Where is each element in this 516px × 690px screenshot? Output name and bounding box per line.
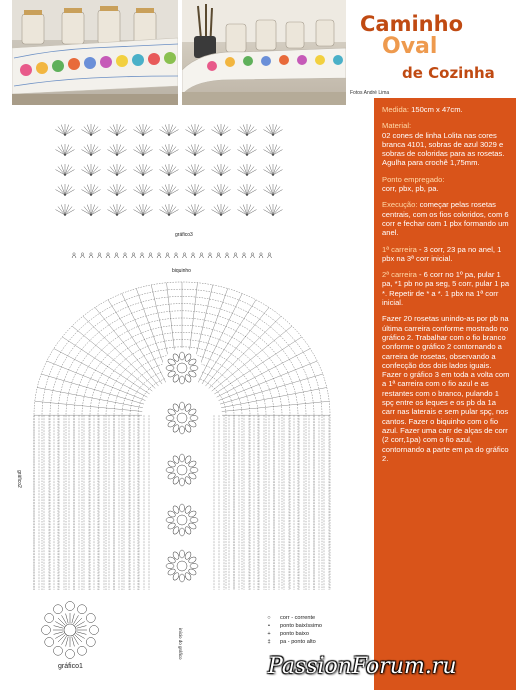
carreira1-paragraph [382, 245, 510, 264]
carreira2-paragraph [382, 270, 510, 307]
execucao-label: Execução: [382, 200, 418, 210]
ponto-label: Ponto empregado: [382, 174, 445, 184]
legend-row-pb [262, 630, 322, 638]
medida-label: Medida: [382, 105, 410, 114]
grafico1-chart [42, 602, 99, 659]
carreira1-text: - 3 corr, 23 pa no anel, 1 pbx na 3ª corr inicial. [382, 244, 502, 263]
legend-text: ponto baixíssimo [280, 623, 322, 629]
legend-text: pa - ponto alto [280, 639, 316, 645]
instructions-panel [374, 98, 516, 690]
title-block [346, 0, 516, 90]
medida-paragraph [382, 105, 510, 114]
carreira2-label: 2ª carreira [382, 270, 417, 280]
watermark: PassionForum.ru [268, 654, 457, 679]
legend-text: corr - corrente [280, 615, 316, 621]
legend-row-pa [262, 638, 322, 646]
legend-row-pbx [262, 622, 322, 630]
ponto-text: corr, pbx, pb, pa. [382, 184, 439, 194]
grafico3-chart [55, 124, 282, 216]
execucao-text: começar pelas rosetas centrais, com os fios coloridos, com 6 corr e fechar com 1 pbx formando um anel. [382, 200, 509, 238]
start-note: início do gráfico [178, 628, 183, 660]
ponto-paragraph [382, 175, 510, 194]
title-line-3: de Cozinha [402, 64, 495, 82]
legend-symbol: ○ [267, 615, 271, 621]
title-line-1: Caminho [360, 12, 463, 36]
carreira1-label: 1ª carreira [382, 244, 417, 254]
biquinho-chart [72, 253, 272, 258]
legend-row-corr [262, 614, 322, 622]
material-paragraph [382, 121, 510, 167]
legend [262, 614, 322, 646]
legend-text: ponto baixo [280, 631, 309, 637]
material-label: Material: [382, 121, 412, 131]
legend-symbol: • [268, 623, 270, 629]
grafico3-label: gráfico3 [175, 232, 193, 238]
medida-text: 150cm x 47cm. [409, 105, 463, 114]
grafico1-label: gráfico1 [58, 663, 83, 670]
title-line-2: Oval [382, 34, 438, 59]
material-text: 02 cones de linha Lolita nas cores branca 4101, sobras de azul 3029 e sobras de coloridas para as rosetas. Agulha para crochê 1,75mm. [382, 130, 505, 168]
grafico2-label: gráfico2 [16, 470, 22, 488]
grafico2-chart [34, 282, 330, 590]
legend-symbol: + [267, 631, 271, 637]
photo-credit: Fotos André Lima [350, 90, 390, 96]
legend-symbol: ‡ [267, 639, 271, 645]
execucao-paragraph [382, 200, 510, 237]
final-paragraph: Fazer 20 rosetas unindo-as por pb na última carreira conforme mostrado no gráfico 2. Trabalhar com o fio branco conforme o gráfico 2 contornando a carreira de rosetas, observando a confecção dos dois lados iguais. Fazer o gráfico 3 em toda a volta com a 1ª carreira com o fio azul e as restantes com o branco, pulando 1 spç entre os leques e os pb da 1a carr nas laterais e sem pular spç, nos cantos. Fazer o biquinho com o fio azul. Fazer uma carr de alças de corr (2 corr,1pa) com o fio azul, contornando a parte em pa do gráfico 2. [382, 314, 510, 463]
biquinho-label: biquinho [172, 268, 191, 274]
carreira2-text: - 6 corr no 1º pa, pular 1 pa, *1 pb no pa seg, 5 corr, pular 1 pa *. Repetir de * a *. 1 pbx na 1ª corr inicial. [382, 270, 510, 308]
